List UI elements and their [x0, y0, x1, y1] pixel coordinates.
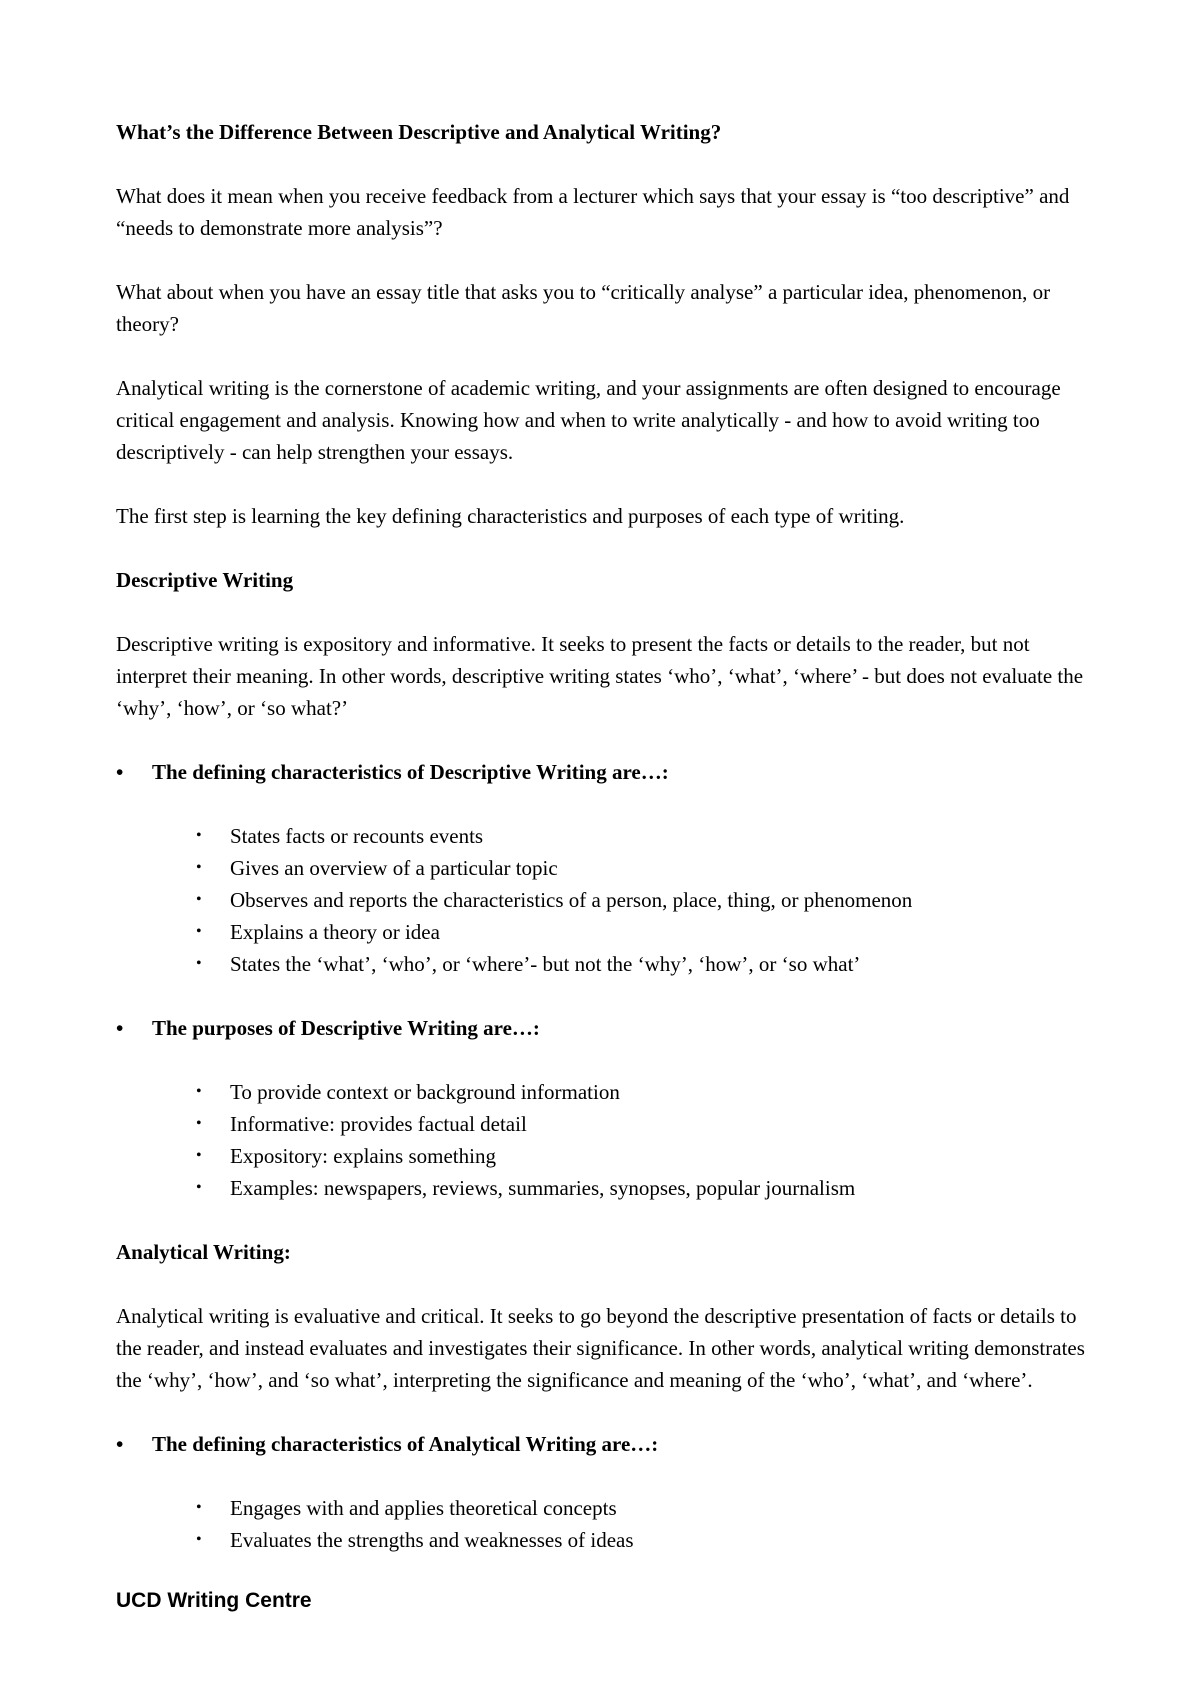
descriptive-characteristics-list	[116, 820, 1096, 980]
intro-paragraph: What about when you have an essay title that asks you to “critically analyse” a particular idea, phenomenon, or theory?	[116, 280, 1051, 336]
intro-paragraph: Analytical writing is the cornerstone of academic writing, and your assignments are often designed to encourage critical engagement and analysis. Knowing how and when to write analytically - and how to avoid writing too descriptively - can help strengthen your essays.	[116, 376, 1061, 464]
list-item-text: Explains a theory or idea	[230, 920, 440, 944]
analytical-characteristics-list	[116, 1492, 1096, 1556]
analytical-characteristics-heading	[116, 1428, 1096, 1460]
analytical-paragraph: Analytical writing is evaluative and critical. It seeks to go beyond the descriptive presentation of facts or details to the reader, and instead evaluates and investigates their significance. In other words, analytical writing demonstrates the ‘why’, ‘how’, and ‘so what’, interpreting the significance and meaning of the ‘who’, ‘what’, and ‘where’.	[116, 1304, 1085, 1392]
list-item-text: Observes and reports the characteristics of a person, place, thing, or phenomenon	[230, 888, 913, 912]
bullet-icon: •	[196, 1115, 202, 1132]
bullet-icon: •	[196, 1531, 202, 1548]
list-item-text: Gives an overview of a particular topic	[230, 856, 558, 880]
bullet-icon: •	[196, 891, 202, 908]
list-item	[116, 1524, 1096, 1556]
bullet-icon: •	[196, 1179, 202, 1196]
bullet-icon: •	[196, 827, 202, 844]
list-item	[116, 820, 1096, 852]
intro-paragraph: The first step is learning the key defining characteristics and purposes of each type of writing.	[116, 504, 905, 528]
bullet-heading-text: The purposes of Descriptive Writing are…:	[152, 1016, 540, 1040]
list-item	[116, 1172, 1096, 1204]
descriptive-purposes-heading	[116, 1012, 1096, 1044]
list-item	[116, 948, 1096, 980]
list-item-text: States facts or recounts events	[230, 824, 484, 848]
bullet-icon: •	[196, 859, 202, 876]
bullet-icon: •	[116, 1432, 124, 1456]
bullet-icon: •	[116, 1016, 124, 1040]
analytical-heading: Analytical Writing:	[116, 1240, 291, 1264]
bullet-icon: •	[196, 955, 202, 972]
bullet-heading-text: The defining characteristics of Descriptive Writing are…:	[152, 760, 669, 784]
list-item-text: States the ‘what’, ‘who’, or ‘where’- but not the ‘why’, ‘how’, or ‘so what’	[230, 952, 861, 976]
bullet-icon: •	[196, 1083, 202, 1100]
descriptive-purposes-list	[116, 1076, 1096, 1204]
list-item-text: Engages with and applies theoretical concepts	[230, 1496, 617, 1520]
list-item-text: Informative: provides factual detail	[230, 1112, 527, 1136]
document-title: What’s the Difference Between Descriptive and Analytical Writing?	[116, 120, 722, 144]
intro-paragraph: What does it mean when you receive feedback from a lecturer which says that your essay is “too descriptive” and “needs to demonstrate more analysis”?	[116, 184, 1070, 240]
bullet-icon: •	[116, 760, 124, 784]
list-item	[116, 1140, 1096, 1172]
bullet-icon: •	[196, 1499, 202, 1516]
list-item	[116, 1492, 1096, 1524]
document-body	[116, 116, 1096, 1556]
list-item-text: Expository: explains something	[230, 1144, 496, 1168]
list-item	[116, 884, 1096, 916]
bullet-icon: •	[196, 923, 202, 940]
list-item-text: To provide context or background information	[230, 1080, 620, 1104]
list-item	[116, 1108, 1096, 1140]
list-item-text: Examples: newspapers, reviews, summaries, synopses, popular journalism	[230, 1176, 856, 1200]
descriptive-paragraph: Descriptive writing is expository and informative. It seeks to present the facts or details to the reader, but not interpret their meaning. In other words, descriptive writing states ‘who’, ‘what’, ‘where’ - but does not evaluate the ‘why’, ‘how’, or ‘so what?’	[116, 632, 1084, 720]
bullet-heading-text: The defining characteristics of Analytical Writing are…:	[152, 1432, 659, 1456]
descriptive-characteristics-heading	[116, 756, 1096, 788]
list-item	[116, 916, 1096, 948]
list-item-text: Evaluates the strengths and weaknesses of ideas	[230, 1528, 634, 1552]
bullet-icon: •	[196, 1147, 202, 1164]
list-item	[116, 852, 1096, 884]
page-footer: UCD Writing Centre	[116, 1589, 312, 1612]
list-item	[116, 1076, 1096, 1108]
descriptive-heading: Descriptive Writing	[116, 568, 294, 592]
